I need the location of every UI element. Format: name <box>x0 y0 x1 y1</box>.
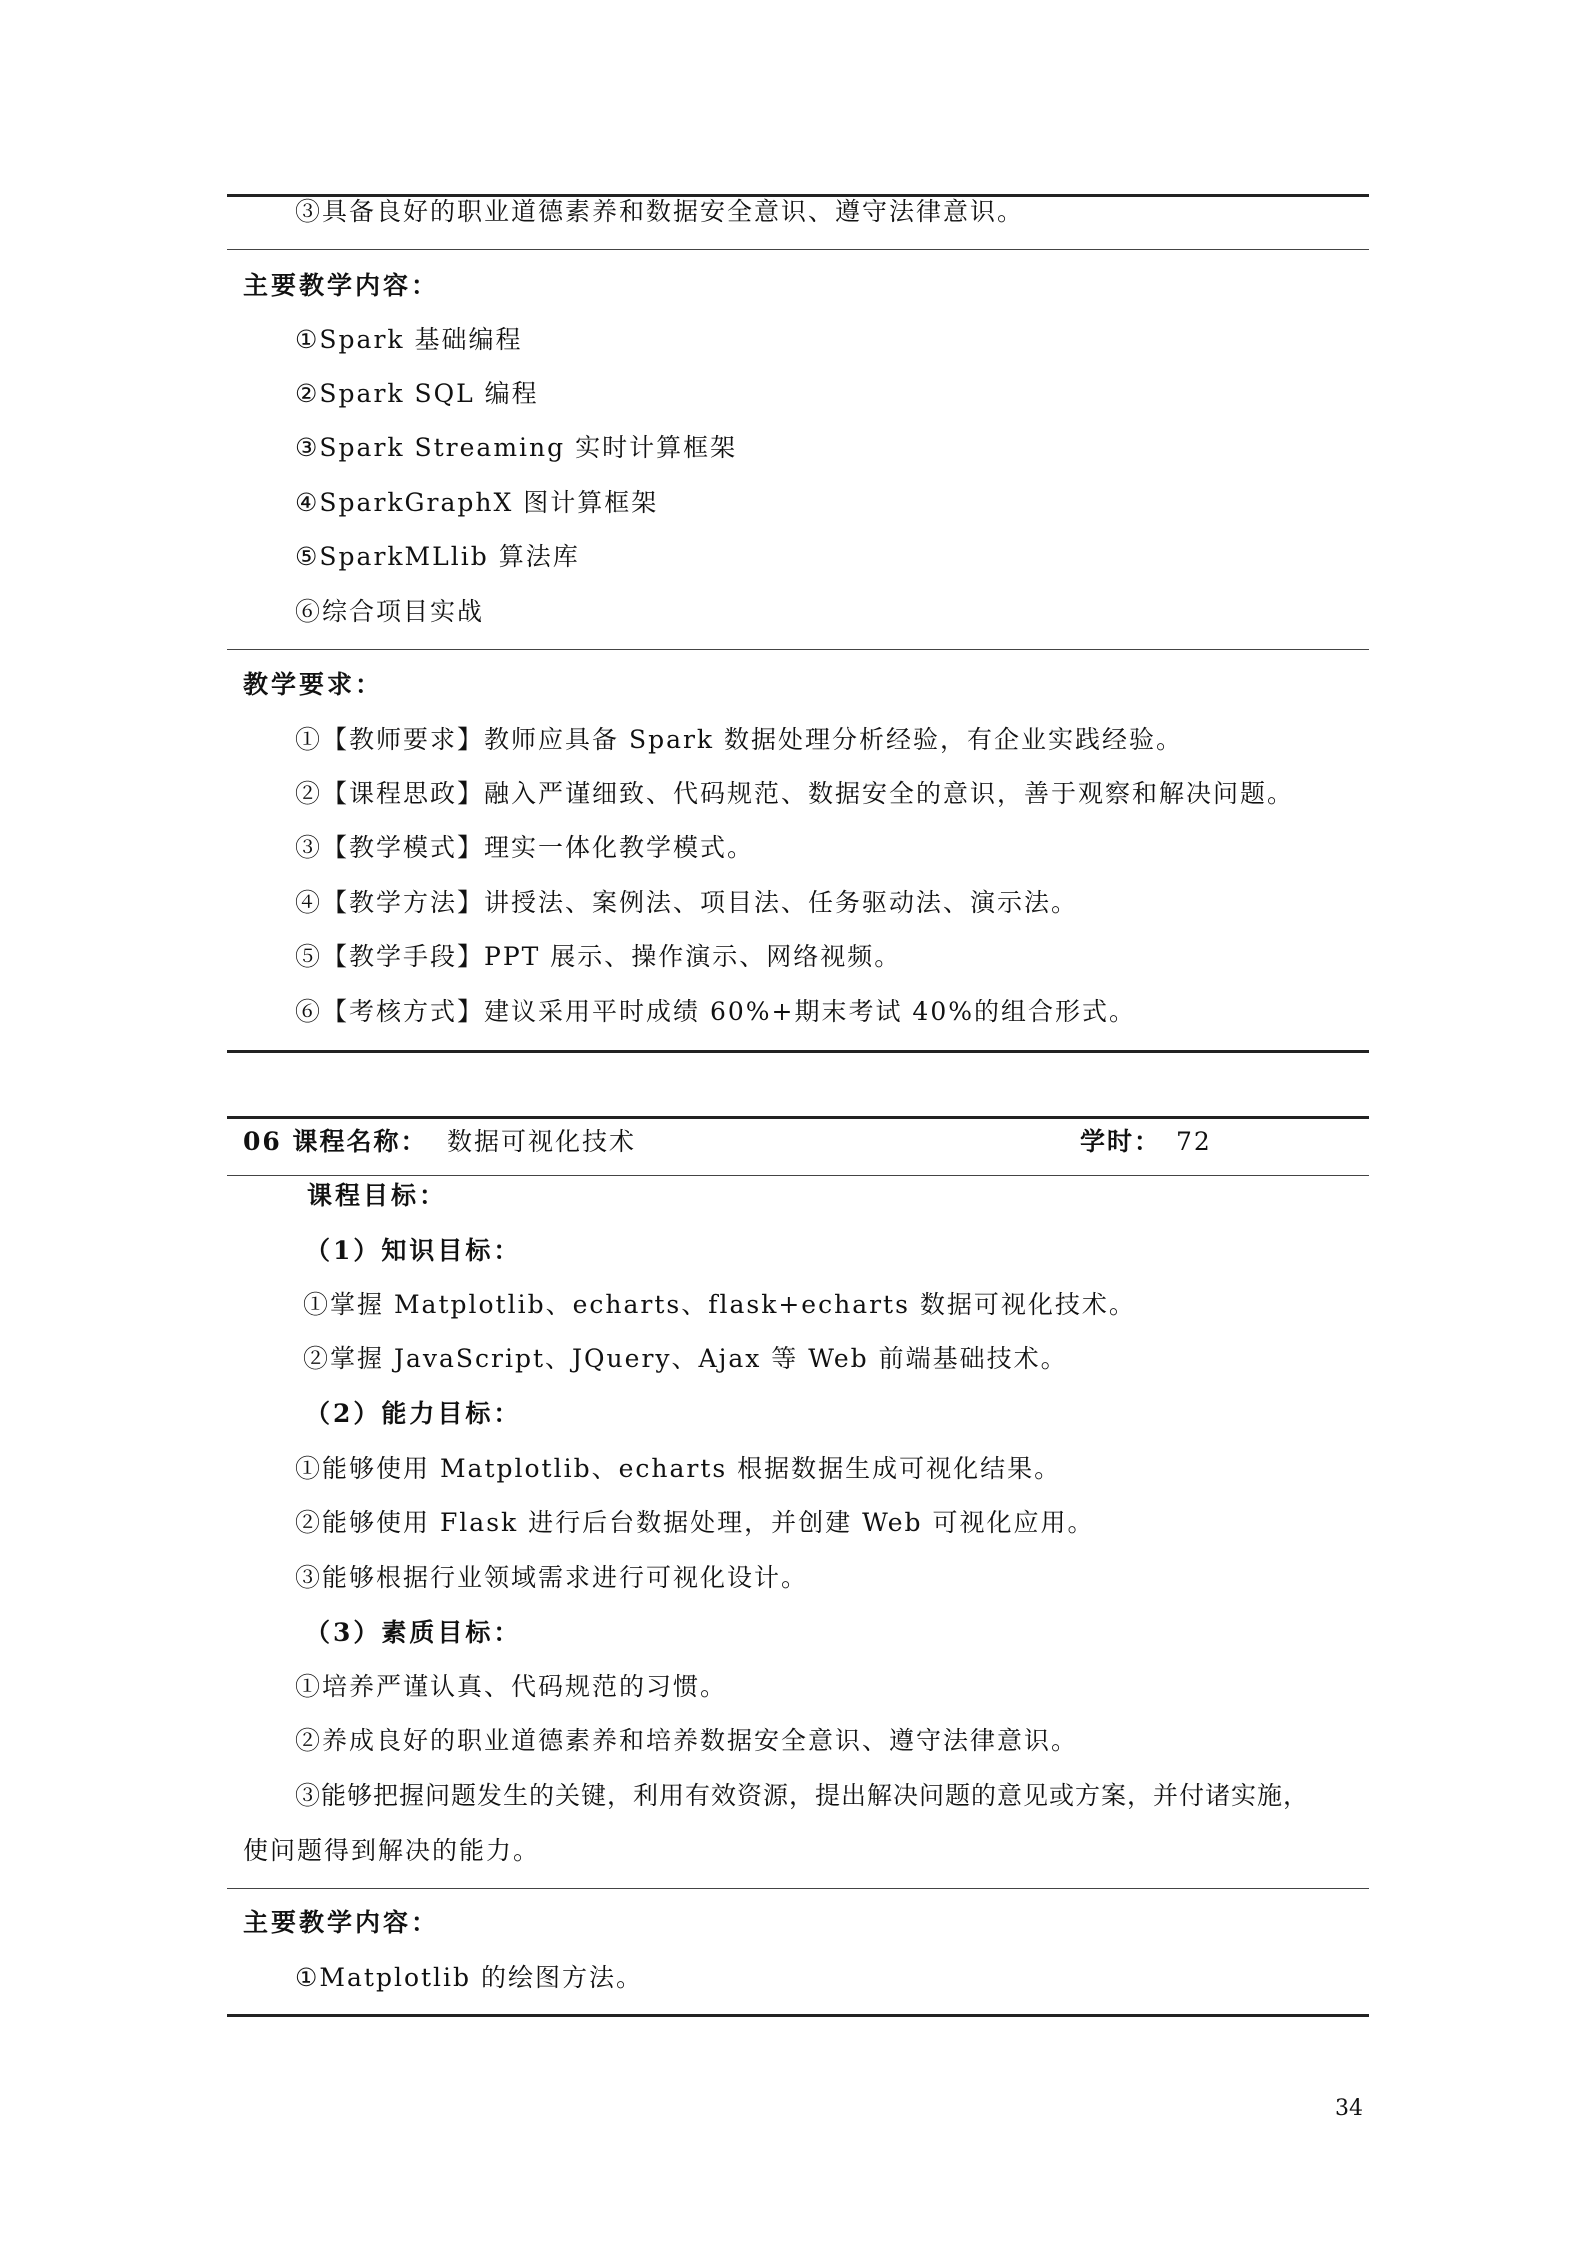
section-bottom-border <box>227 1050 1369 1053</box>
content-heading: 主要教学内容： <box>243 271 440 300</box>
content-item: ⑥综合项目实战 <box>295 597 485 626</box>
quality-heading: （3）素质目标： <box>305 1618 522 1647</box>
course-header <box>243 1122 1353 1162</box>
divider <box>227 1175 1369 1176</box>
quality-item: ②养成良好的职业道德素养和培养数据安全意识、遵守法律意识。 <box>295 1726 1079 1755</box>
requirement-item: ①【教师要求】教师应具备 Spark 数据处理分析经验，有企业实践经验。 <box>295 725 1184 754</box>
divider <box>227 249 1369 250</box>
knowledge-item: ②掌握 JavaScript、JQuery、Ajax 等 Web 前端基础技术。 <box>303 1344 1068 1373</box>
ability-item: ①能够使用 Matplotlib、echarts 根据数据生成可视化结果。 <box>295 1454 1062 1483</box>
content-item: ①Matplotlib 的绘图方法。 <box>295 1963 644 1992</box>
course-name-label: 06 课程名称： <box>243 1127 428 1156</box>
ability-heading: （2）能力目标： <box>305 1399 522 1428</box>
requirement-item: ③【教学模式】理实一体化教学模式。 <box>295 833 755 862</box>
page-number: 34 <box>1335 2096 1363 2121</box>
knowledge-heading: （1）知识目标： <box>305 1236 522 1265</box>
requirement-item: ④【教学方法】讲授法、案例法、项目法、任务驱动法、演示法。 <box>295 888 1079 917</box>
requirement-item: ⑤【教学手段】PPT 展示、操作演示、网络视频。 <box>295 942 902 971</box>
content-item: ⑤SparkMLlib 算法库 <box>295 542 580 571</box>
quality-item: ①培养严谨认真、代码规范的习惯。 <box>295 1672 728 1701</box>
hours-value: 72 <box>1176 1127 1212 1156</box>
content-item: ②Spark SQL 编程 <box>295 379 539 408</box>
course-bottom-border <box>227 2014 1369 2017</box>
divider <box>227 649 1369 650</box>
content-heading: 主要教学内容： <box>243 1908 440 1937</box>
ability-item: ②能够使用 Flask 进行后台数据处理，并创建 Web 可视化应用。 <box>295 1508 1095 1537</box>
requirement-item: ⑥【考核方式】建议采用平时成绩 60%+期末考试 40%的组合形式。 <box>295 997 1136 1026</box>
ability-item: ③能够根据行业领域需求进行可视化设计。 <box>295 1563 809 1592</box>
course-top-border <box>227 1116 1369 1119</box>
content-item: ③Spark Streaming 实时计算框架 <box>295 433 738 462</box>
quality-item: ③具备良好的职业道德素养和数据安全意识、遵守法律意识。 <box>295 197 1025 226</box>
content-item: ①Spark 基础编程 <box>295 325 523 354</box>
knowledge-item: ①掌握 Matplotlib、echarts、flask+echarts 数据可视化技术。 <box>303 1290 1136 1319</box>
objectives-heading: 课程目标： <box>307 1181 448 1210</box>
hours-label: 学时： <box>1080 1127 1162 1156</box>
requirements-heading: 教学要求： <box>243 670 384 699</box>
quality-item-continuation: 使问题得到解决的能力。 <box>243 1836 541 1865</box>
quality-item: ③能够把握问题发生的关键，利用有效资源，提出解决问题的意见或方案，并付诸实施， <box>295 1781 1310 1810</box>
course-name-value: 数据可视化技术 <box>447 1127 637 1156</box>
content-item: ④SparkGraphX 图计算框架 <box>295 488 659 517</box>
divider <box>227 1888 1369 1889</box>
requirement-item: ②【课程思政】融入严谨细致、代码规范、数据安全的意识，善于观察和解决问题。 <box>295 779 1295 808</box>
